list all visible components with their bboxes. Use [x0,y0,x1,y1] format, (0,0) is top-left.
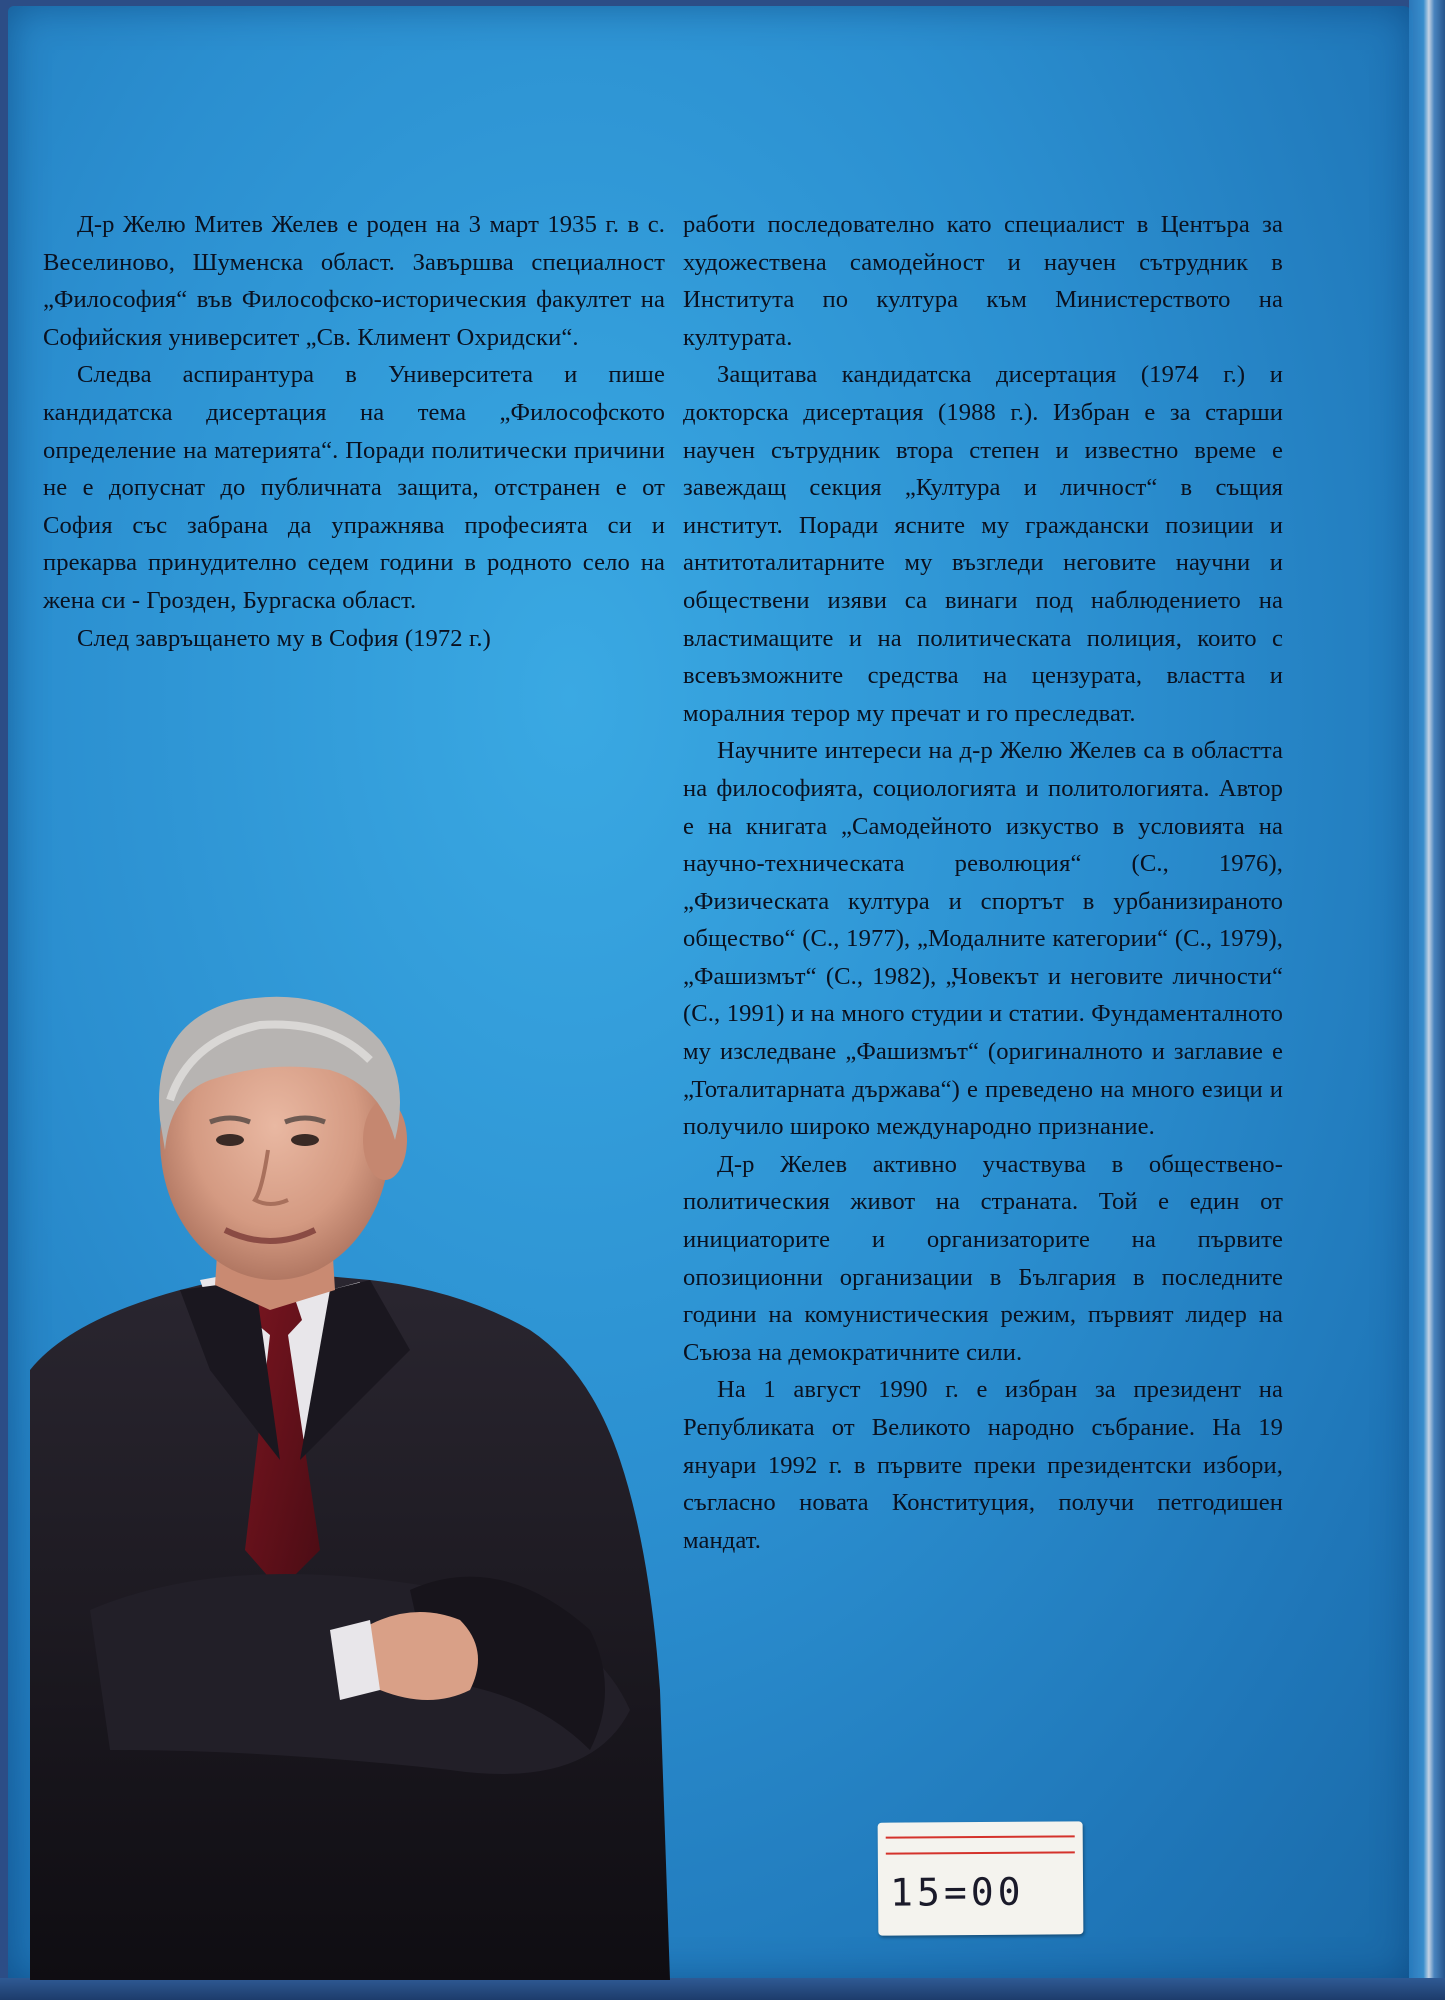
paragraph: Д-р Желю Митев Желев е роден на 3 март 1935 г. в с. Веселиново, Шуменска област. Завършва специалност „Философия“ във Философско-историческия факултет на Софийския университет „Св. Климент Охридски“. [43,211,665,351]
paragraph: На 1 август 1990 г. е избран за президент на Републиката от Великото народно събрание. На 19 януари 1992 г. в първите преки президентски избори, съгласно новата Конституция, получи петгодишен мандат. [683,1376,1283,1554]
price-sticker [878,1821,1084,1935]
spine-edge [1409,0,1445,2000]
paragraph: Следва аспирантура в Университета и пише кандидатска дисертация на тема „Философското определение на материята“. Поради политически причини не е допуснат до публичната защита, отстранен е от София със забрана да упражнява професията си и прекарва принудително седем години в родното село на жена си - Грозден, Бургаска област. [43,361,665,614]
text-column-right [683,206,1283,1559]
paragraph: Научните интереси на д-р Желю Желев са в областта на философията, социологията и политологията. Автор е на книгата „Самодейното изкуство в условията на научно-техническата революция“ (С., 1976), „Физическата култура и спортът в урбанизираното общество“ (С., 1977), „Модалните категории“ (С., 1979), „Фашизмът“ (С., 1982), „Човекът и неговите личности“ (С., 1991) и на много студии и статии. Фундаменталното му изследване „Фашизмът“ (оригиналното и заглавие е „Тоталитарната държава“) е преведено на много езици и получило широко международно признание. [683,737,1283,1141]
paragraph: Д-р Желев активно участвува в обществено-политическия живот на страната. Той е един от инициаторите и организаторите на първите опозиционни организации в България в последните години на комунистическия режим, първият лидер на Съюза на демократичните сили. [683,1150,1283,1366]
paragraph: работи последователно като специалист в Центъра за художествена самодейност и научен сътрудник в Института по култура към Министерството на културата. [683,211,1283,351]
author-portrait [30,990,670,1980]
text-column-left [43,206,665,657]
paragraph: Защитава кандидатска дисертация (1974 г.) и докторска дисертация (1988 г.). Избран е за старши научен сътрудник втора степен и известно време е завеждащ секция „Култура и личност“ в същия институт. Поради ясните му граждански позиции и антитоталитарните му възгледи неговите научни и обществени изяви са винаги под наблюдението на властимащите и на политическата полиция, които с всевъзможните средства на цензурата, властта и моралния терор му пречат и го преследват. [683,361,1283,727]
bottom-edge [0,1978,1445,2000]
price-text: 15=00 [889,1869,1025,1915]
sticker-line [886,1851,1075,1854]
sticker-line [886,1835,1075,1838]
paragraph: След завръщането му в София (1972 г.) [77,624,491,652]
